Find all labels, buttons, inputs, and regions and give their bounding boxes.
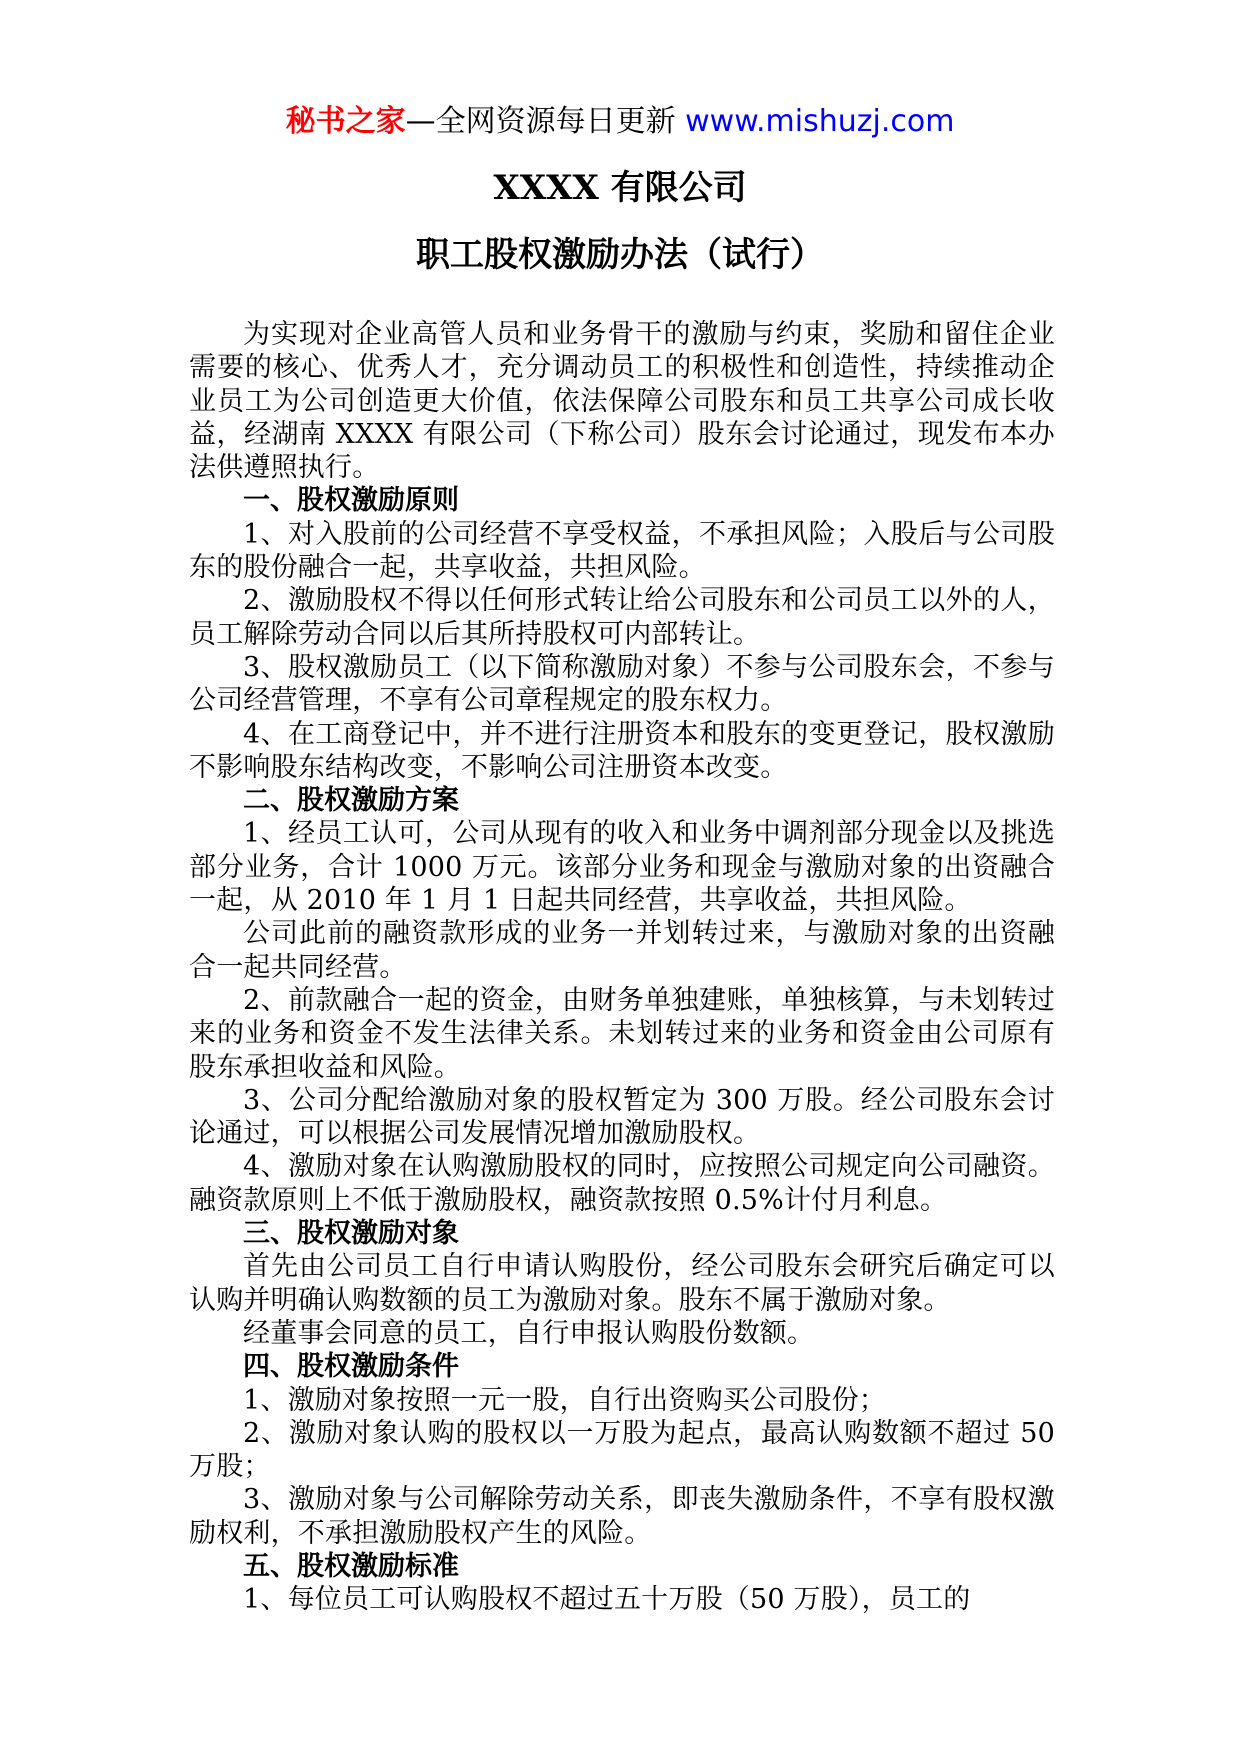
paragraph: 3、股权激励员工（以下简称激励对象）不参与公司股东会，不参与公司经营管理，不享有公司章程规定的股东权力。 (189, 651, 1055, 717)
document-body (189, 318, 1055, 1617)
company-title: XXXX 有限公司 (493, 168, 747, 208)
brand-name: 秘书之家 (285, 104, 406, 139)
site-url: www.mishuzj.com (685, 104, 955, 139)
section-heading: 二、股权激励方案 (243, 785, 459, 817)
paragraph: 1、激励对象按照一元一股，自行出资购买公司股份； (243, 1384, 886, 1416)
paragraph: 3、公司分配给激励对象的股权暂定为 300 万股。经公司股东会讨论通过，可以根据公司发展情况增加激励股权。 (189, 1084, 1055, 1150)
paragraph: 2、前款融合一起的资金，由财务单独建账，单独核算，与未划转过来的业务和资金不发生法律关系。未划转过来的业务和资金由公司原有股东承担收益和风险。 (189, 984, 1055, 1083)
site-header (0, 100, 1240, 144)
paragraph: 3、激励对象与公司解除劳动关系，即丧失激励条件，不享有股权激励权利，不承担激励股权产生的风险。 (189, 1484, 1055, 1549)
document-title: 职工股权激励办法（试行） (416, 235, 824, 275)
paragraph: 经董事会同意的员工，自行申报认购股份数额。 (243, 1317, 815, 1349)
paragraph: 为实现对企业高管人员和业务骨干的激励与约束，奖励和留住企业需要的核心、优秀人才，充分调动员工的积极性和创造性，持续推动企业员工为公司创造更大价值，依法保障公司股东和员工共享公司成长收益，经湖南 XXXX 有限公司（下称公司）股东会讨论通过，现发布本办法供遵照执行。 (189, 319, 1055, 484)
paragraph: 1、每位员工可认购股权不超过五十万股（50 万股），员工的 (243, 1584, 971, 1616)
paragraph: 2、激励对象认购的股权以一万股为起点，最高认购数额不超过 50 万股； (189, 1417, 1055, 1483)
paragraph: 4、激励对象在认购激励股权的同时，应按照公司规定向公司融资。融资款原则上不低于激励股权，融资款按照 0.5%计付月利息。 (189, 1151, 1055, 1216)
paragraph: 公司此前的融资款形成的业务一并划转过来，与激励对象的出资融合一起共同经营。 (189, 918, 1055, 983)
paragraph: 首先由公司员工自行申请认购股份，经公司股东会研究后确定可以认购并明确认购数额的员工为激励对象。股东不属于激励对象。 (189, 1251, 1055, 1316)
paragraph: 2、激励股权不得以任何形式转让给公司股东和公司员工以外的人，员工解除劳动合同以后其所持股权可内部转让。 (189, 585, 1055, 650)
section-heading: 四、股权激励条件 (243, 1351, 459, 1383)
section-heading: 三、股权激励对象 (243, 1218, 459, 1250)
header-tagline: —全网资源每日更新 (405, 104, 676, 139)
paragraph: 1、对入股前的公司经营不享受权益，不承担风险；入股后与公司股东的股份融合一起，共享收益，共担风险。 (189, 518, 1055, 584)
section-heading: 一、股权激励原则 (243, 485, 459, 517)
paragraph: 1、经员工认可，公司从现有的收入和业务中调剂部分现金以及挑选部分业务，合计 1000 万元。该部分业务和现金与激励对象的出资融合一起，从 2010 年 1 月 1 日起共同经营，共享收益，共担风险。 (189, 818, 1055, 917)
paragraph: 4、在工商登记中，并不进行注册资本和股东的变更登记，股权激励不影响股东结构改变，不影响公司注册资本改变。 (189, 718, 1055, 783)
section-heading: 五、股权激励标准 (243, 1550, 459, 1582)
